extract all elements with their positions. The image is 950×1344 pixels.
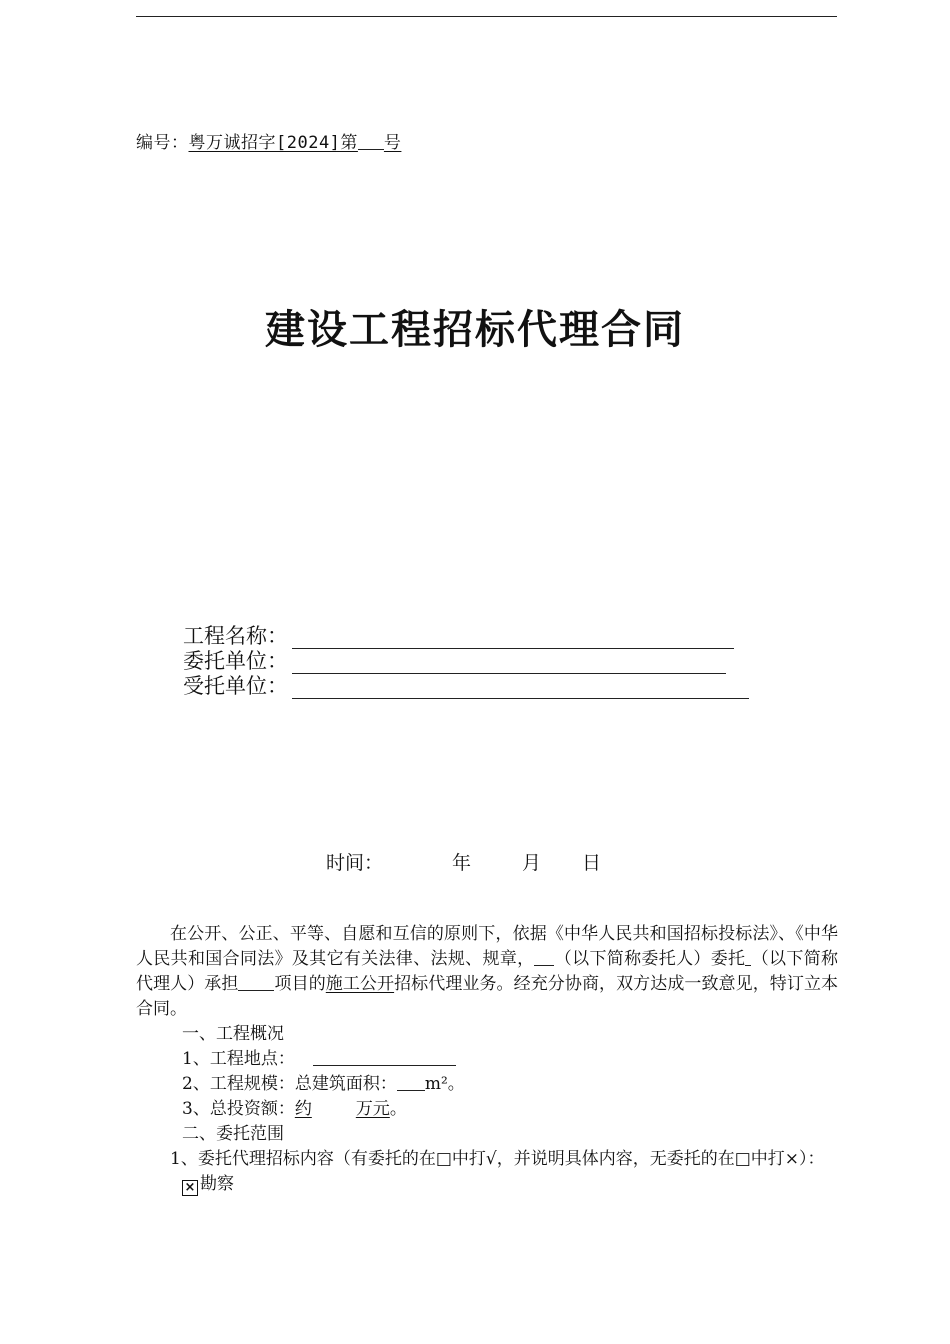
section-1-item-3 <box>136 1097 838 1122</box>
section-2-item-1: 1、委托代理招标内容（有委托的在□中打√，并说明具体内容，无委托的在□中打×）： <box>170 1149 825 1169</box>
project-name-label: 工程名称： <box>183 624 288 648</box>
preamble-bidding-type: 施工公开 <box>325 974 395 994</box>
item-3-approx: 约 <box>294 1099 312 1119</box>
top-rule <box>136 16 837 17</box>
item-3-period: 。 <box>389 1099 407 1119</box>
item-3-value <box>295 1099 390 1119</box>
preamble-part-3: （以下简称代理人）承担 <box>136 949 839 994</box>
agent-line[interactable] <box>292 680 749 699</box>
document-number-blank <box>358 135 384 150</box>
item-1-label: 1、工程地点： <box>182 1049 295 1069</box>
document-number-value: 粤万诚招字[2024]第 <box>188 133 358 153</box>
document-number-label: 编号： <box>136 133 189 153</box>
item-3-label: 3、总投资额： <box>182 1099 295 1119</box>
section-1-title: 一、工程概况 <box>182 1024 284 1044</box>
blank-client <box>534 949 554 966</box>
project-name-row <box>183 624 749 649</box>
date-label: 时间： <box>326 852 384 874</box>
contract-body <box>136 922 838 1197</box>
preamble-part-6: 招标代理业务。经充分协商，双方达成一致意见，特订立本合同。 <box>136 974 839 1019</box>
blank-project <box>238 974 274 991</box>
project-name-line[interactable] <box>292 630 734 649</box>
blank-area <box>397 1074 425 1091</box>
survey-checkbox[interactable]: × <box>182 1180 198 1196</box>
item-2-label: 2、工程规模：总建筑面积： <box>182 1074 397 1094</box>
blank-location <box>313 1049 456 1066</box>
preamble-part-2: （以下简称委托人）委托 <box>554 949 746 969</box>
section-2-title: 二、委托范围 <box>182 1124 284 1144</box>
date-day: 日 <box>582 852 602 874</box>
preamble-paragraph <box>136 922 838 1022</box>
client-label: 委托单位： <box>183 649 288 673</box>
section-1-item-1 <box>136 1047 838 1072</box>
agent-label: 受托单位： <box>183 674 288 698</box>
preamble-part-1: 在公开、公正、平等、自愿和互信的原则下，依据《中华人民共和国招标投标法》、《中华人民共和国合同法》及其它有关法律、法规、规章， <box>136 924 838 969</box>
client-line[interactable] <box>292 655 726 674</box>
section-2-check-survey <box>136 1172 838 1197</box>
document-number <box>136 128 401 153</box>
section-1-item-2 <box>136 1072 838 1097</box>
agent-row <box>183 674 749 699</box>
item-3-unit: 万元 <box>355 1099 390 1119</box>
survey-label: 勘察 <box>200 1174 234 1194</box>
item-2-unit: m²。 <box>424 1074 465 1094</box>
client-row <box>183 649 749 674</box>
date-month: 月 <box>522 852 542 874</box>
document-number-suffix: 号 <box>383 133 402 153</box>
date-year: 年 <box>452 852 472 874</box>
project-fields <box>183 624 749 699</box>
preamble-part-4: 项目的 <box>274 974 326 994</box>
document-title: 建设工程招标代理合同 <box>265 307 685 353</box>
